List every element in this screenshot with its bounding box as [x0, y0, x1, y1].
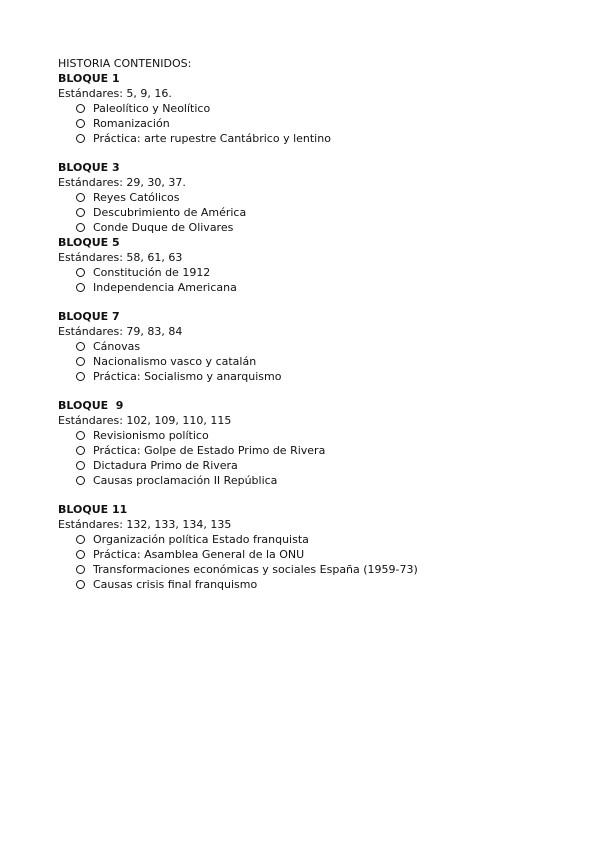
hollow-circle-bullet-icon [76, 580, 85, 589]
list-item [58, 354, 578, 369]
block-standards: Estándares: 79, 83, 84 [58, 325, 183, 338]
list-item [58, 428, 578, 443]
hollow-circle-bullet-icon [76, 104, 85, 113]
list-item-text: Cánovas [93, 340, 141, 353]
hollow-circle-bullet-icon [76, 342, 85, 351]
list-item [58, 190, 578, 205]
list-item-text: Transformaciones económicas y sociales España (1959-73) [93, 563, 418, 576]
hollow-circle-bullet-icon [76, 268, 85, 277]
list-item [58, 280, 578, 295]
list-item-text: Práctica: Asamblea General de la ONU [93, 548, 305, 561]
block-title: BLOQUE 5 [58, 236, 120, 249]
block-standards: Estándares: 29, 30, 37. [58, 176, 186, 189]
block-9 [58, 398, 578, 488]
list-item [58, 265, 578, 280]
hollow-circle-bullet-icon [76, 223, 85, 232]
hollow-circle-bullet-icon [76, 446, 85, 455]
hollow-circle-bullet-icon [76, 476, 85, 485]
list-item [58, 131, 578, 146]
list-item-text: Reyes Católicos [93, 191, 180, 204]
block-standards: Estándares: 5, 9, 16. [58, 87, 172, 100]
document-title: HISTORIA CONTENIDOS: [58, 57, 192, 70]
block-5 [58, 235, 578, 295]
list-item-text: Conde Duque de Olivares [93, 221, 234, 234]
list-item [58, 116, 578, 131]
hollow-circle-bullet-icon [76, 357, 85, 366]
list-item-text: Causas crisis final franquismo [93, 578, 258, 591]
list-item-text: Descubrimiento de América [93, 206, 247, 219]
list-item-text: Práctica: Golpe de Estado Primo de Rivera [93, 444, 326, 457]
document-page [58, 56, 578, 592]
hollow-circle-bullet-icon [76, 550, 85, 559]
list-item [58, 369, 578, 384]
block-spacer [58, 295, 578, 309]
hollow-circle-bullet-icon [76, 193, 85, 202]
list-item [58, 443, 578, 458]
hollow-circle-bullet-icon [76, 134, 85, 143]
list-item-text: Romanización [93, 117, 170, 130]
hollow-circle-bullet-icon [76, 431, 85, 440]
list-item-text: Revisionismo político [93, 429, 209, 442]
hollow-circle-bullet-icon [76, 208, 85, 217]
block-3 [58, 160, 578, 235]
list-item [58, 220, 578, 235]
block-7 [58, 309, 578, 384]
list-item [58, 101, 578, 116]
block-item-list [58, 265, 578, 295]
hollow-circle-bullet-icon [76, 119, 85, 128]
block-item-list [58, 339, 578, 384]
list-item [58, 562, 578, 577]
hollow-circle-bullet-icon [76, 461, 85, 470]
list-item-text: Independencia Americana [93, 281, 237, 294]
list-item [58, 458, 578, 473]
block-item-list [58, 190, 578, 235]
list-item [58, 339, 578, 354]
list-item [58, 547, 578, 562]
list-item [58, 473, 578, 488]
list-item-text: Práctica: Socialismo y anarquismo [93, 370, 282, 383]
block-title: BLOQUE 11 [58, 503, 128, 516]
block-standards: Estándares: 132, 133, 134, 135 [58, 518, 232, 531]
block-spacer [58, 384, 578, 398]
list-item-text: Nacionalismo vasco y catalán [93, 355, 257, 368]
list-item-text: Paleolítico y Neolítico [93, 102, 211, 115]
block-title: BLOQUE 9 [58, 399, 124, 412]
block-item-list [58, 428, 578, 488]
list-item [58, 205, 578, 220]
block-title: BLOQUE 7 [58, 310, 120, 323]
list-item-text: Dictadura Primo de Rivera [93, 459, 238, 472]
list-item-text: Constitución de 1912 [93, 266, 211, 279]
hollow-circle-bullet-icon [76, 372, 85, 381]
block-title: BLOQUE 1 [58, 72, 120, 85]
list-item-text: Organización política Estado franquista [93, 533, 309, 546]
block-spacer [58, 488, 578, 502]
block-11 [58, 502, 578, 592]
block-standards: Estándares: 58, 61, 63 [58, 251, 183, 264]
list-item-text: Práctica: arte rupestre Cantábrico y lentino [93, 132, 331, 145]
block-standards: Estándares: 102, 109, 110, 115 [58, 414, 232, 427]
block-title: BLOQUE 3 [58, 161, 120, 174]
list-item [58, 577, 578, 592]
block-1 [58, 71, 578, 146]
hollow-circle-bullet-icon [76, 565, 85, 574]
block-item-list [58, 532, 578, 592]
block-spacer [58, 146, 578, 160]
hollow-circle-bullet-icon [76, 535, 85, 544]
list-item-text: Causas proclamación II República [93, 474, 278, 487]
list-item [58, 532, 578, 547]
block-item-list [58, 101, 578, 146]
hollow-circle-bullet-icon [76, 283, 85, 292]
